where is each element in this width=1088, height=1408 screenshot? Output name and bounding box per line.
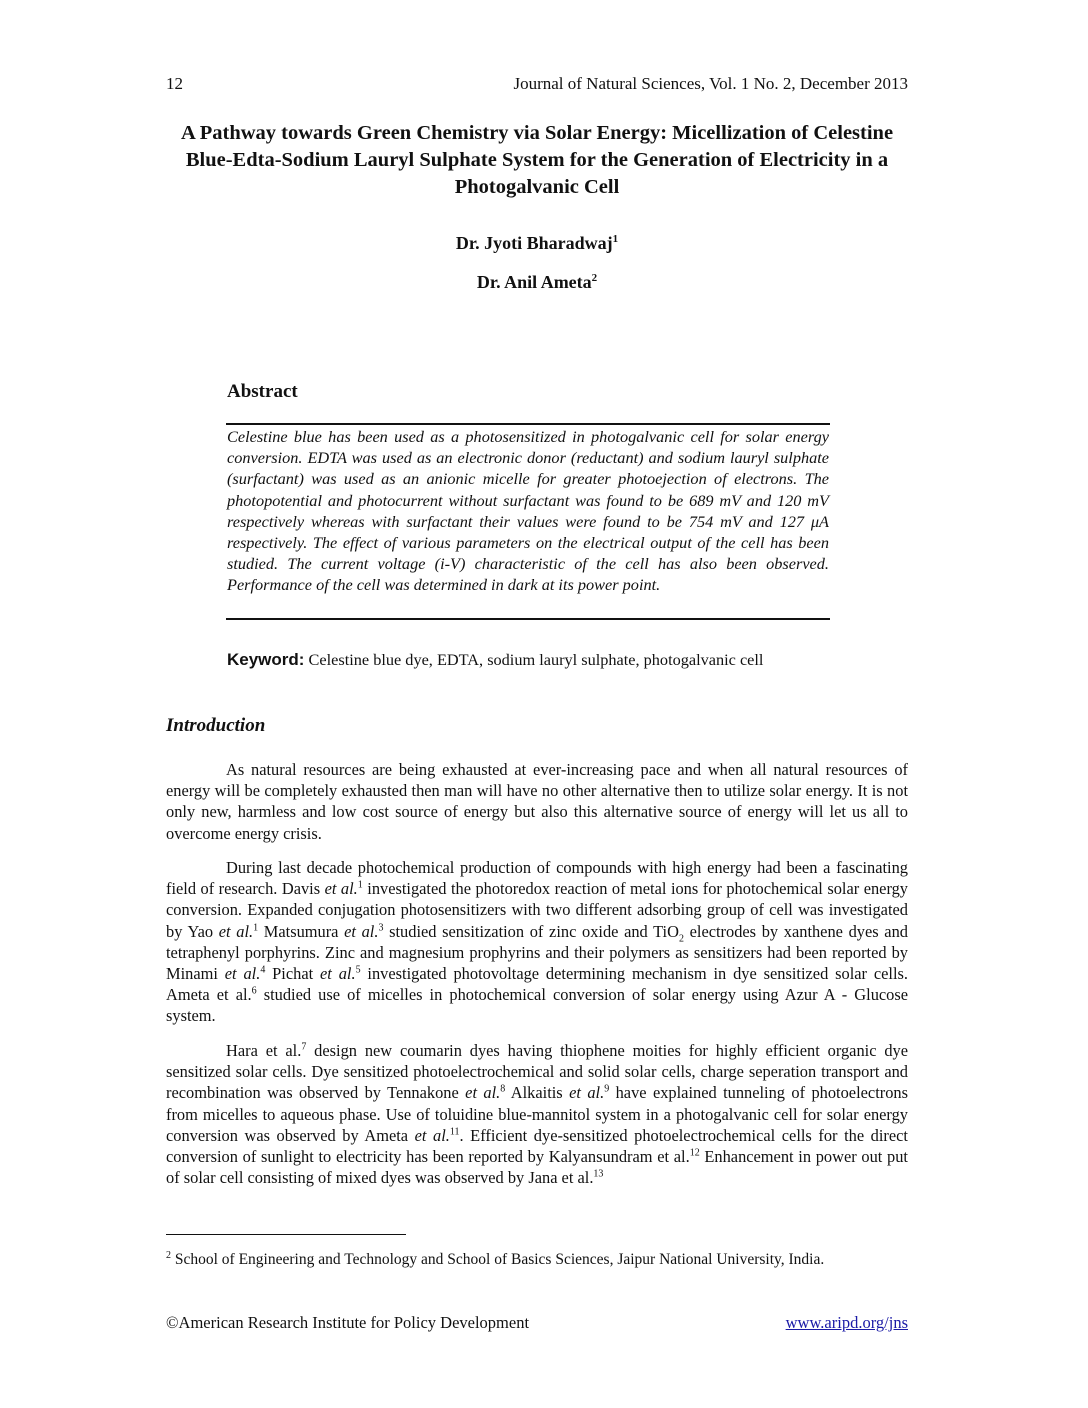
text-run: studied use of micelles in photochemical conversion of solar energy using Azur A - Glucose system. [166, 985, 909, 1026]
et-al: et al. [324, 879, 358, 899]
ref-mark: 8 [500, 1083, 506, 1095]
text-run: design new coumarin dyes having thiophene moities for highly efficient organic dye sensitized solar cells. Dye sensitized photoelectrochemical and solid solar cells, charge seperation transport and recombination was observed by Tennakone [166, 1041, 908, 1103]
journal-link[interactable]: www.aripd.org/jns [785, 1313, 908, 1332]
text-run: Alkaitis [505, 1083, 570, 1103]
ref-mark: 1 [253, 922, 259, 934]
et-al: et al. [414, 1125, 450, 1145]
footnote [166, 1245, 908, 1270]
text-run: studied sensitization of zinc oxide and TiO [383, 921, 679, 941]
ref-mark: 6 [251, 985, 257, 997]
text-run: electrodes by xanthene dyes and tetraphenyl porphyrins. Zinc and magnesium prophyrins and their polymers as sensitizers had been reported by Minami [166, 921, 908, 984]
author-1 [166, 233, 908, 254]
copyright-footer: ©American Research Institute for Policy Development [166, 1313, 530, 1332]
ref-mark: 11 [449, 1126, 460, 1138]
abstract-top-rule [226, 423, 830, 425]
ref-mark: 4 [260, 964, 266, 976]
text-run: investigated the photoredox reaction of metal ions for photochemical solar energy conversion. Expanded conjugation photosensitizers with two different adsorbing group of cell was investigated by Yao [166, 879, 908, 941]
author-2 [166, 272, 908, 293]
ref-mark: 9 [604, 1083, 610, 1095]
page-number: 12 [166, 74, 183, 93]
et-al: et al. [320, 964, 356, 984]
footnote-text: School of Engineering and Technology and School of Basics Sciences, Jaipur National University, India. [174, 1251, 825, 1269]
subscript: 2 [678, 932, 684, 944]
text-run: Hara et al. [226, 1041, 302, 1060]
et-al: et al. [569, 1083, 605, 1103]
text-run: have explained tunneling of photoelectrons from micelles to aqueous phase. Use of toluidine blue-mannitol system in a photogalvanic cell for solar energy conversion was observed by Ameta [166, 1083, 908, 1145]
text-run: Matsumura [258, 921, 345, 941]
ref-mark: 7 [301, 1041, 307, 1053]
keywords [227, 649, 829, 670]
keywords-text: Celestine blue dye, EDTA, sodium lauryl sulphate, photogalvanic cell [308, 650, 764, 669]
ref-mark: 3 [378, 922, 384, 934]
et-al: et al. [218, 921, 254, 941]
introduction-heading: Introduction [166, 715, 266, 736]
abstract-bottom-rule [226, 618, 830, 620]
author-1-name: Dr. Jyoti Bharadwaj [455, 233, 613, 253]
ref-mark: 5 [355, 964, 361, 976]
intro-paragraph-2 [166, 857, 908, 1027]
text-run: . Efficient dye-sensitized photoelectrochemical cells for the direct conversion of sunlight to electricity has been reported by Kalyansundram et al. [166, 1125, 908, 1167]
author-2-name: Dr. Anil Ameta [476, 272, 592, 292]
intro-paragraph-1: As natural resources are being exhausted at ever-increasing pace and when all natural resources of energy will be completely exhausted then man will have no other alternative then to utilize solar energy. It is not only new, harmless and low cost source of energy but also this alternative source of energy will let us all to overcome energy crisis. [166, 760, 908, 843]
text-run: investigated photovoltage determining mechanism in dye sensitized solar cells. Ameta et al. [166, 964, 908, 1005]
et-al: et al. [344, 921, 379, 941]
author-2-mark: 2 [591, 272, 598, 284]
ref-mark: 12 [689, 1147, 700, 1159]
journal-header: Journal of Natural Sciences, Vol. 1 No. 2, December 2013 [513, 74, 908, 93]
intro-paragraph-3 [166, 1040, 908, 1188]
text-run: Enhancement in power out put of solar cell consisting of mixed dyes was observed by Jana et al. [166, 1147, 908, 1188]
paper-title: A Pathway towards Green Chemistry via Solar Energy: Micellization of Celestine Blue-Edta-Sodium Lauryl Sulphate System for the Generation of Electricity in a Photogalvanic Cell [180, 122, 894, 198]
et-al: et al. [465, 1083, 501, 1103]
et-al: et al. [224, 964, 261, 984]
abstract-text: Celestine blue has been used as a photosensitized in photogalvanic cell for solar energy conversion. EDTA was used as an electronic donor (reductant) and sodium lauryl sulphate (surfactant) was used as an anionic micelle for greater photoejection of electrons. The photopotential and photocurrent without surfactant was found to be 689 mV and 120 mV respectively whereas with surfactant their values were found to be 754 mV and 127 μA respectively. The effect of various parameters on the electrical output of the cell has been studied. The current voltage (i-V) characteristic of the cell has also been observed. Performance of the cell was determined in dark at its power point. [227, 427, 829, 595]
author-1-mark: 1 [612, 233, 619, 245]
footnote-mark: 2 [166, 1250, 171, 1261]
ref-mark: 13 [593, 1168, 604, 1180]
text-run: Pichat [265, 964, 321, 984]
keywords-label: Keyword: [227, 650, 305, 669]
text-run: During last decade photochemical production of compounds with high energy had been a fascinating field of research. Davis [166, 858, 908, 899]
abstract-heading: Abstract [227, 381, 298, 402]
footnote-rule [166, 1234, 406, 1235]
ref-mark: 1 [357, 879, 363, 891]
